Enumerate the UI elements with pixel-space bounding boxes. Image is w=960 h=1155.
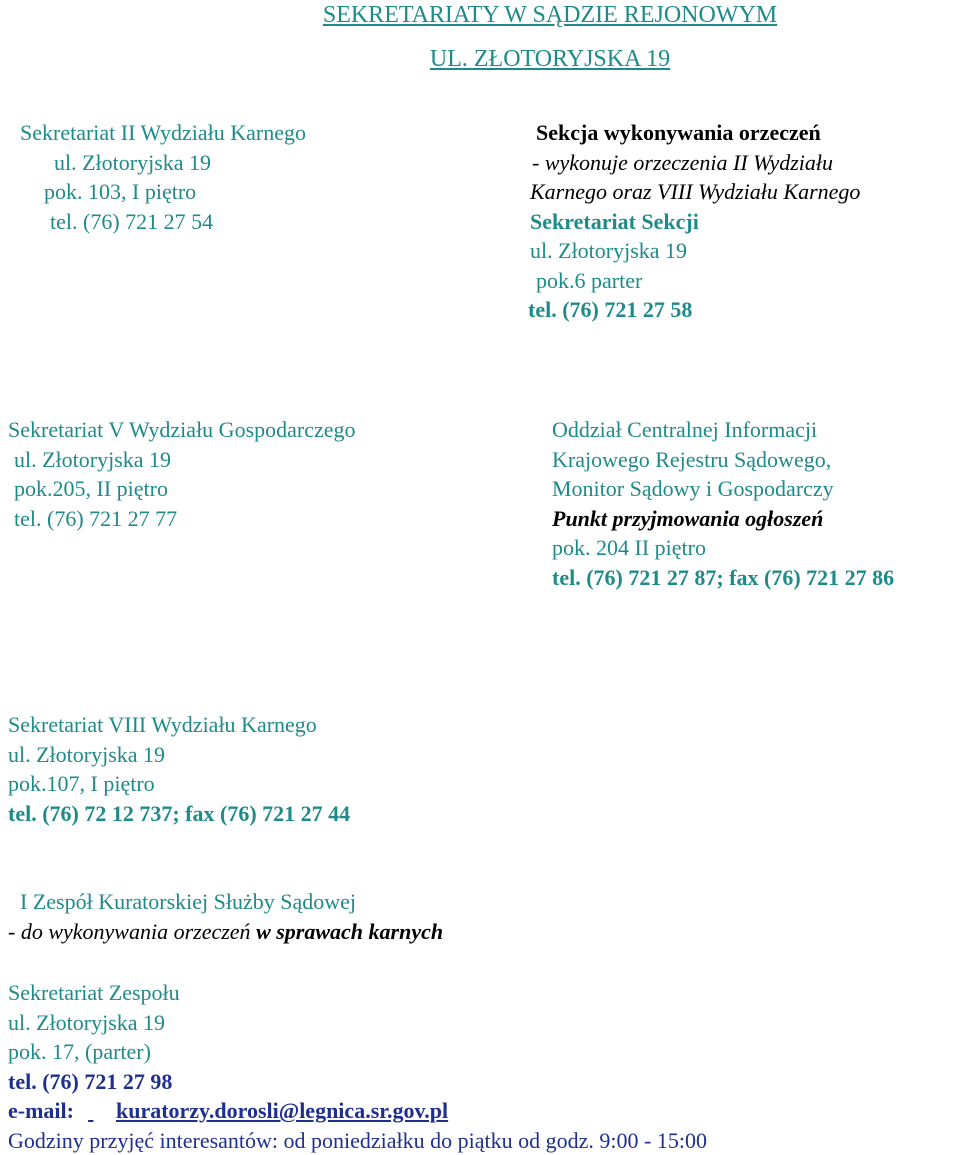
zespol-name: I Zespół Kuratorskiej Służby Sądowej bbox=[8, 887, 443, 917]
wydzial-5-room: pok.205, II piętro bbox=[8, 474, 356, 504]
zespol-desc-bold: w sprawach karnych bbox=[256, 919, 443, 944]
email-link[interactable]: kuratorzy.dorosli@legnica.sr.gov.pl bbox=[116, 1098, 448, 1123]
wydzial-8-room: pok.107, I piętro bbox=[8, 769, 350, 799]
sekcja-desc-1: - wykonuje orzeczenia II Wydziału bbox=[526, 148, 860, 178]
email-label: e-mail: bbox=[8, 1098, 74, 1123]
wydzial-5-street: ul. Złotoryjska 19 bbox=[8, 445, 356, 475]
email-spacer bbox=[88, 1096, 116, 1126]
section-wydzial-2 bbox=[20, 118, 306, 236]
section-wydzial-8 bbox=[8, 710, 350, 828]
section-sekcja-wykonywania bbox=[526, 118, 860, 325]
wydzial-8-street: ul. Złotoryjska 19 bbox=[8, 740, 350, 770]
sekcja-secretariat: Sekretariat Sekcji bbox=[526, 207, 860, 237]
sekcja-desc-2: Karnego oraz VIII Wydziału Karnego bbox=[526, 177, 860, 207]
wydzial-2-street: ul. Złotoryjska 19 bbox=[20, 148, 306, 178]
zespol-desc-prefix: - do wykonywania orzeczeń bbox=[8, 919, 256, 944]
section-zespol-contact bbox=[8, 978, 707, 1155]
page-title: SEKRETARIATY W SĄDZIE REJONOWYM bbox=[0, 2, 960, 29]
sekcja-name: Sekcja wykonywania orzeczeń bbox=[526, 118, 860, 148]
zespol-secretariat: Sekretariat Zespołu bbox=[8, 978, 707, 1008]
sekcja-street: ul. Złotoryjska 19 bbox=[526, 236, 860, 266]
zespol-phone: tel. (76) 721 27 98 bbox=[8, 1067, 707, 1097]
oddzial-line-4: Punkt przyjmowania ogłoszeń bbox=[552, 504, 894, 534]
section-wydzial-5 bbox=[8, 415, 356, 533]
zespol-desc bbox=[8, 917, 443, 947]
oddzial-line-3: Monitor Sądowy i Gospodarczy bbox=[552, 474, 894, 504]
wydzial-2-phone: tel. (76) 721 27 54 bbox=[20, 207, 306, 237]
sekcja-phone: tel. (76) 721 27 58 bbox=[526, 295, 860, 325]
oddzial-room: pok. 204 II piętro bbox=[552, 533, 894, 563]
page-subtitle-address: UL. ZŁOTORYJSKA 19 bbox=[0, 46, 960, 73]
oddzial-line-1: Oddział Centralnej Informacji bbox=[552, 415, 894, 445]
oddzial-phone: tel. (76) 721 27 87; fax (76) 721 27 86 bbox=[552, 563, 894, 593]
wydzial-8-name: Sekretariat VIII Wydziału Karnego bbox=[8, 710, 350, 740]
section-oddzial-krs bbox=[552, 415, 894, 592]
zespol-street: ul. Złotoryjska 19 bbox=[8, 1008, 707, 1038]
sekcja-room: pok.6 parter bbox=[526, 266, 860, 296]
zespol-email-row bbox=[8, 1096, 707, 1126]
wydzial-5-name: Sekretariat V Wydziału Gospodarczego bbox=[8, 415, 356, 445]
zespol-room: pok. 17, (parter) bbox=[8, 1037, 707, 1067]
oddzial-line-2: Krajowego Rejestru Sądowego, bbox=[552, 445, 894, 475]
section-zespol-kuratorski bbox=[8, 887, 443, 946]
wydzial-8-phone: tel. (76) 72 12 737; fax (76) 721 27 44 bbox=[8, 799, 350, 829]
wydzial-2-name: Sekretariat II Wydziału Karnego bbox=[20, 118, 306, 148]
wydzial-5-phone: tel. (76) 721 27 77 bbox=[8, 504, 356, 534]
wydzial-2-room: pok. 103, I piętro bbox=[20, 177, 306, 207]
zespol-hours: Godziny przyjęć interesantów: od poniedziałku do piątku od godz. 9:00 - 15:00 bbox=[8, 1126, 707, 1155]
